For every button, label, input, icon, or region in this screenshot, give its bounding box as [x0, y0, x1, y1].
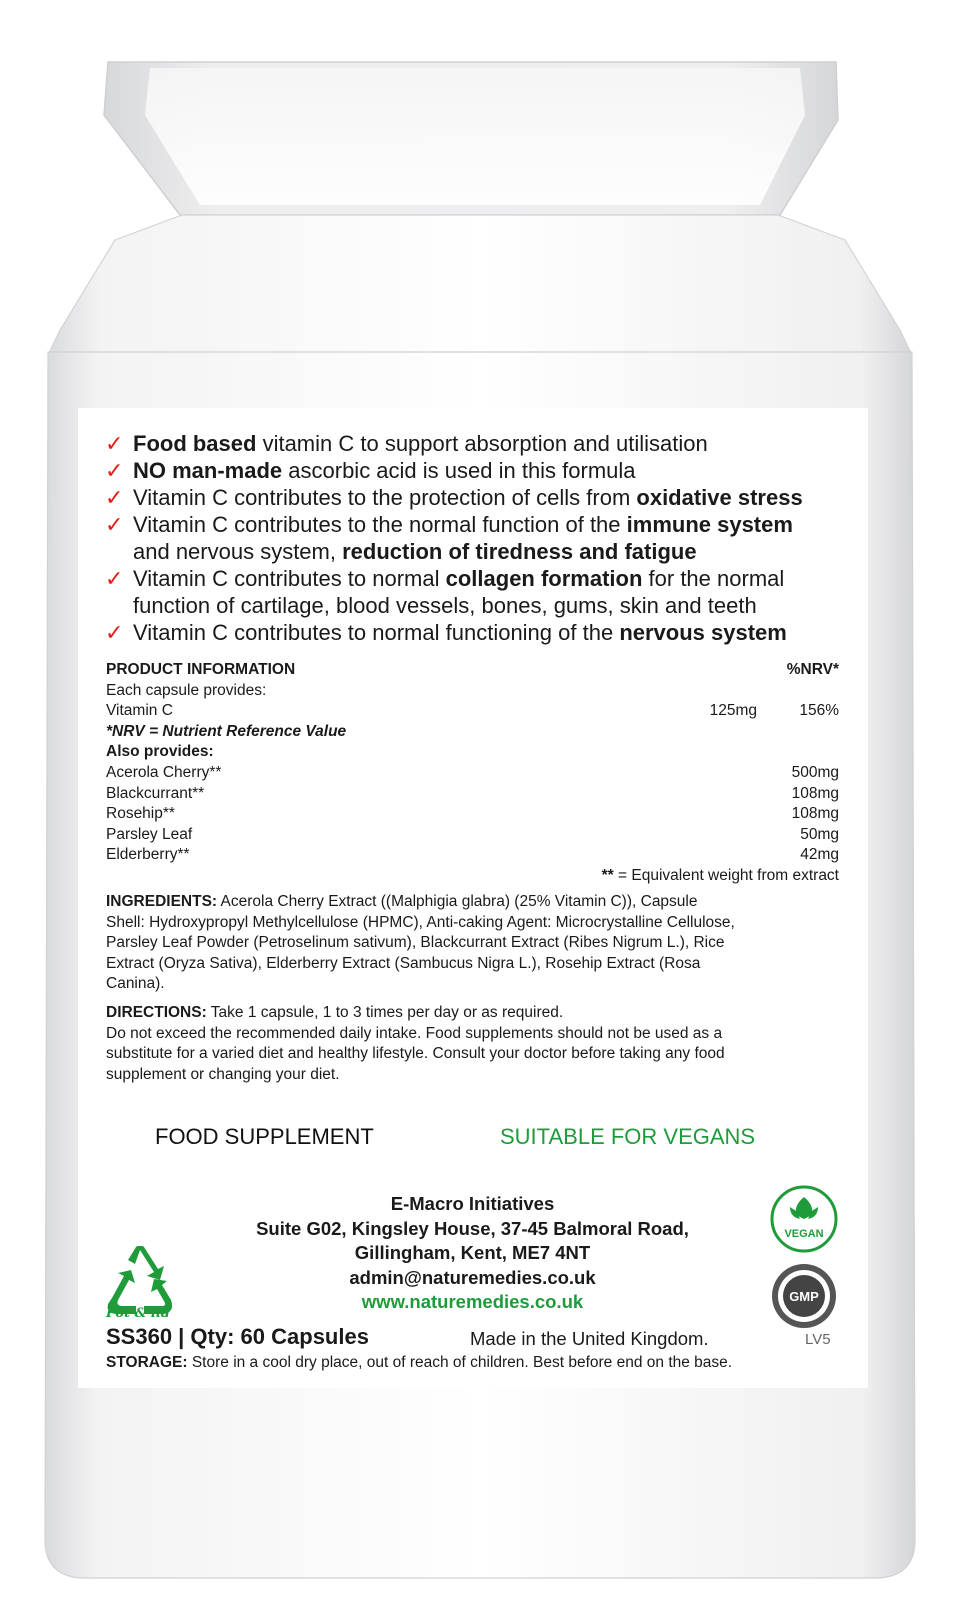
- company-address-line: Gillingham, Kent, ME7 4NT: [354, 1242, 591, 1263]
- directions-line: Do not exceed the recommended daily intake. Food supplements should not be used as a: [106, 1024, 723, 1042]
- company-address: [200, 1192, 745, 1315]
- benefit-text: vitamin C to support absorption and utilisation: [256, 431, 708, 456]
- ingredients-line: Parsley Leaf Powder (Petroselinum sativum), Blackcurrant Extract (Ribes Nigrum L.), Rice: [106, 934, 725, 952]
- ingredient-name: Blackcurrant**: [106, 784, 205, 802]
- ingredient-row: [106, 763, 839, 784]
- ingredients-line: Shell: Hydroxypropyl Methylcellulose (HPMC), Anti-caking Agent: Microcrystalline Cellulose,: [106, 913, 735, 931]
- ingredient-row: [106, 845, 839, 866]
- ingredient-name: Elderberry**: [106, 846, 190, 864]
- benefit-item: [105, 484, 865, 511]
- ingredient-amount: 108mg: [791, 805, 839, 823]
- company-address-line: Suite G02, Kingsley House, 37-45 Balmoral Road,: [256, 1217, 689, 1239]
- ingredient-amount: 50mg: [800, 825, 839, 843]
- ingredient-name: Parsley Leaf: [106, 825, 193, 843]
- benefit-text: Vitamin C contributes to the protection of cells from: [133, 485, 637, 510]
- check-icon: ✓: [105, 512, 124, 537]
- benefit-bold: oxidative stress: [636, 485, 803, 510]
- benefit-bold: nervous system: [619, 620, 787, 645]
- benefit-item: [105, 565, 865, 619]
- ingredient-name: Acerola Cherry**: [106, 763, 222, 781]
- ingredients-line: Canina).: [106, 975, 165, 993]
- equivalent-note: [602, 866, 839, 887]
- benefit-text: Vitamin C contributes to normal functioning of the: [133, 620, 620, 645]
- benefit-text: function of cartilage, blood vessels, bones, gums, skin and teeth: [133, 593, 757, 618]
- nrv-heading: %NRV*: [786, 661, 839, 678]
- also-provides-heading: Also provides:: [106, 743, 214, 761]
- equivalent-note-text: = Equivalent weight from extract: [613, 866, 839, 884]
- ingredients-label: INGREDIENTS:: [106, 893, 218, 910]
- benefit-bold: Food based: [133, 431, 257, 456]
- ingredient-row: [106, 804, 839, 825]
- made-in-text: Made in the United Kingdom.: [470, 1328, 709, 1349]
- benefit-item: [105, 619, 865, 646]
- benefit-text: Vitamin C contributes to the normal function of the: [133, 512, 627, 537]
- nutrient-name: Vitamin C: [106, 702, 173, 720]
- sku-quantity: SS360 | Qty: 60 Capsules: [106, 1324, 369, 1349]
- benefit-item: [105, 511, 865, 565]
- ingredient-amount: 42mg: [800, 846, 839, 864]
- vegan-leaf-icon: [770, 1185, 838, 1253]
- food-supplement-text: FOOD SUPPLEMENT: [155, 1124, 374, 1149]
- benefit-bold: immune system: [626, 512, 793, 537]
- storage-instructions: Store in a cool dry place, out of reach of children. Best before end on the base.: [187, 1354, 733, 1371]
- product-information: [106, 660, 839, 887]
- benefit-bold: reduction of tiredness and fatigue: [342, 539, 697, 564]
- ingredients-line: Extract (Oryza Sativa), Elderberry Extract (Sambucus Nigra L.), Rosehip Extract (Rosa: [106, 954, 701, 972]
- check-icon: ✓: [105, 458, 124, 483]
- ingredient-row: [106, 784, 839, 805]
- company-email: admin@naturemedies.co.uk: [349, 1266, 596, 1288]
- ingredient-amount: 108mg: [791, 784, 839, 802]
- suitable-for-vegans-text: SUITABLE FOR VEGANS: [500, 1124, 756, 1149]
- info-header-row: [106, 660, 839, 681]
- directions-line: substitute for a varied diet and healthy lifestyle. Consult your doctor before taking any food: [106, 1045, 725, 1063]
- equivalent-note-row: [106, 866, 839, 887]
- ingredient-row: [106, 825, 839, 846]
- benefit-text: ascorbic acid is used in this formula: [282, 458, 636, 483]
- storage-text: [106, 1354, 732, 1372]
- benefit-item: [105, 457, 865, 484]
- benefits-list: [105, 430, 865, 646]
- check-icon: ✓: [105, 566, 124, 591]
- directions-label: DIRECTIONS:: [106, 1004, 207, 1021]
- benefit-text: Vitamin C contributes to normal: [133, 566, 446, 591]
- each-capsule-text: Each capsule provides:: [106, 681, 267, 699]
- storage-label: STORAGE:: [106, 1354, 188, 1371]
- benefit-item: [105, 430, 865, 457]
- nutrient-nrv: 156%: [799, 702, 839, 720]
- check-icon: ✓: [105, 485, 124, 510]
- gmp-badge-text: GMP: [789, 1289, 819, 1304]
- company-name: E-Macro Initiatives: [390, 1193, 555, 1214]
- gmp-seal-icon: [770, 1262, 838, 1330]
- info-row: [106, 681, 839, 702]
- recycle-label: Pot & lid: [106, 1306, 170, 1321]
- ingredients-line: Acerola Cherry Extract ((Malphigia glabra) (25% Vitamin C)), Capsule: [217, 893, 698, 910]
- equivalent-note-mark: **: [601, 866, 614, 884]
- ingredient-amount: 500mg: [791, 763, 839, 781]
- ingredient-name: Rosehip**: [106, 805, 175, 823]
- benefit-text: for the normal: [642, 566, 785, 591]
- vegan-badge-text: VEGAN: [784, 1228, 824, 1240]
- benefit-text: and nervous system,: [133, 539, 343, 564]
- check-icon: ✓: [105, 620, 124, 645]
- info-row: [106, 742, 839, 763]
- directions-line: Take 1 capsule, 1 to 3 times per day or as required.: [206, 1004, 564, 1021]
- info-row: [106, 722, 839, 743]
- directions-line: supplement or changing your diet.: [106, 1065, 340, 1083]
- benefit-bold: collagen formation: [445, 566, 643, 591]
- ingredients-paragraph: [106, 892, 846, 995]
- info-heading: PRODUCT INFORMATION: [106, 661, 296, 678]
- company-website: www.naturemedies.co.uk: [361, 1291, 584, 1312]
- benefit-bold: NO man-made: [133, 458, 283, 483]
- version-code: LV5: [805, 1331, 831, 1348]
- nrv-note: *NRV = Nutrient Reference Value: [106, 722, 347, 740]
- check-icon: ✓: [105, 431, 124, 456]
- directions-paragraph: [106, 1003, 846, 1085]
- nutrient-amount: 125mg: [709, 702, 757, 720]
- vitamin-c-row: [106, 701, 839, 722]
